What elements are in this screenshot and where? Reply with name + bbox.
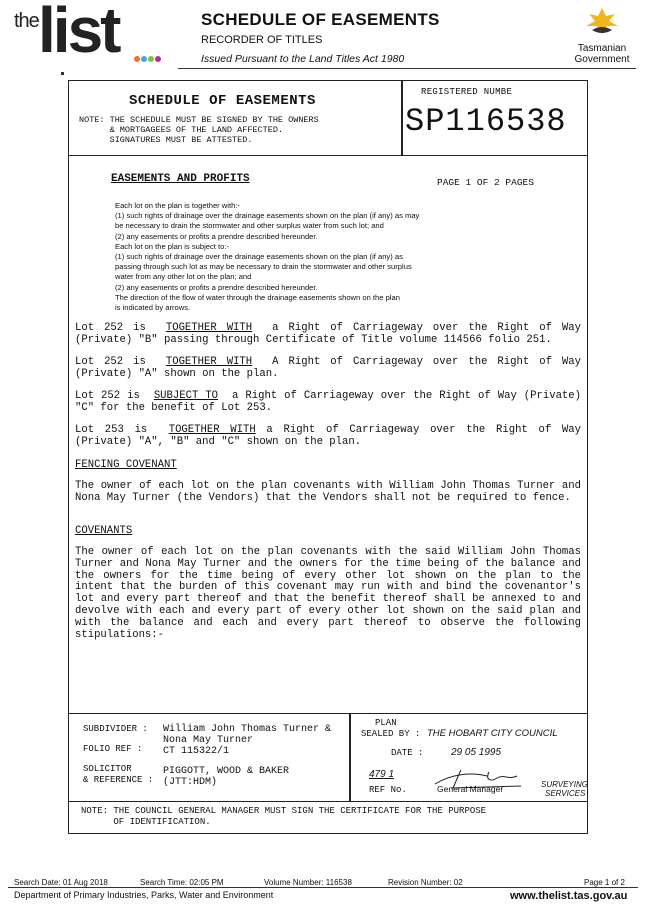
logo-dot xyxy=(134,56,140,62)
thelist-logo xyxy=(8,0,158,66)
gov-line1: Tasmanian xyxy=(577,43,627,54)
subdivider-block xyxy=(69,713,587,802)
clause-keyword: SUBJECT TO xyxy=(153,390,219,402)
drainage-line: water from any other lot on the plan; and xyxy=(115,272,252,282)
gov-line2: Government xyxy=(574,54,630,65)
date-value: 29 05 1995 xyxy=(451,747,502,758)
government-crest-icon xyxy=(582,6,622,38)
solicitor-label: & REFERENCE : xyxy=(83,775,154,785)
clause-text: a Right of Carriageway over the Right of Way (Private) "B" passing through Certificate of Title volume 114566 folio 251. xyxy=(75,322,588,346)
council-note-line: OF IDENTIFICATION. xyxy=(81,817,211,827)
solicitor-value: PIGGOTT, WOOD & BAKER xyxy=(163,766,290,777)
page-indicator: PAGE 1 OF 2 PAGES xyxy=(437,177,534,188)
header-divider xyxy=(178,68,636,69)
plan-label: PLAN xyxy=(375,718,397,728)
note-line: SIGNATURES MUST BE ATTESTED. xyxy=(79,135,253,145)
drainage-line: The direction of the flow of water through the drainage easements shown on the plan xyxy=(115,292,400,302)
folio-value: CT 115322/1 xyxy=(163,746,230,757)
surveying-label: SURVEYING xyxy=(541,780,588,789)
drainage-line: (2) any easements or profits a prendre described hereunder. xyxy=(115,282,318,292)
logo-dot xyxy=(148,56,154,62)
clause-keyword: TOGETHER WITH xyxy=(168,424,256,436)
folio-label: FOLIO REF : xyxy=(83,744,143,754)
logo-dot xyxy=(141,56,147,62)
search-time: Search Time: 02:05 PM xyxy=(140,878,224,887)
clause-pre: Lot 252 is xyxy=(75,356,166,368)
clause-keyword: TOGETHER WITH xyxy=(165,322,253,334)
subdivider-divider xyxy=(349,714,351,802)
registered-number-label: REGISTERED NUMBE xyxy=(421,87,513,97)
council-note xyxy=(69,801,587,834)
title-block-divider xyxy=(401,81,403,155)
drainage-line: (1) such rights of drainage over the drainage easements shown on the plan (if any) as may xyxy=(115,211,420,221)
website-link[interactable]: www.thelist.tas.gov.au xyxy=(510,890,628,902)
surveying-label: SERVICES xyxy=(545,789,586,798)
clause-2 xyxy=(75,356,588,381)
clause-pre: Lot 252 is xyxy=(75,390,154,402)
section-title: EASEMENTS AND PROFITS xyxy=(111,173,250,185)
search-date: Search Date: 01 Aug 2018 xyxy=(14,878,108,887)
drainage-line: (2) any easements or profits a prendre described hereunder. xyxy=(115,231,318,241)
logo-big-text: list xyxy=(38,0,119,66)
page-number: Page 1 of 2 xyxy=(584,878,625,887)
drainage-line: passing through such lot as may be necessary to drain the stormwater and other surplus xyxy=(115,262,412,272)
clause-text: a Right of Carriageway over the Right of Way (Private) "C" for the benefit of Lot 253. xyxy=(75,390,588,414)
header-act: Issued Pursuant to the Land Titles Act 1980 xyxy=(201,53,405,65)
drainage-line: Each lot on the plan is together with:- xyxy=(115,201,240,210)
signature-note xyxy=(79,115,399,145)
header-subtitle: RECORDER OF TITLES xyxy=(201,34,323,46)
department-name: Department of Primary Industries, Parks, Water and Environment xyxy=(14,890,274,900)
council-note-line: NOTE: THE COUNCIL GENERAL MANAGER MUST SIGN THE CERTIFICATE FOR THE PURPOSE xyxy=(81,806,487,816)
fencing-title: FENCING COVENANT xyxy=(75,459,177,471)
clause-3 xyxy=(75,390,588,415)
clause-text: A Right of Carriageway over the Right of Way (Private) "A" shown on the plan. xyxy=(75,356,588,380)
solicitor-label: SOLICITOR xyxy=(83,764,132,774)
revision-number: Revision Number: 02 xyxy=(388,878,463,887)
volume-number: Volume Number: 116538 xyxy=(264,878,352,887)
clause-1 xyxy=(75,322,588,347)
note-line: & MORTGAGEES OF THE LAND AFFECTED. xyxy=(79,125,284,135)
fencing-text: The owner of each lot on the plan covenants with William John Thomas Turner and Nona May Turner (the Vendors) that the Vendors shall not be required to fence. xyxy=(75,480,581,504)
drainage-line: (1) such rights of drainage over the drainage easements shown on the plan (if any) as xyxy=(115,252,403,262)
clause-pre: Lot 253 is xyxy=(75,424,169,436)
registered-number: SP116538 xyxy=(405,103,567,140)
schedule-document xyxy=(68,80,588,834)
logo-small-text: the xyxy=(14,10,39,32)
ref-label: REF No. xyxy=(369,785,407,795)
clause-keyword: TOGETHER WITH xyxy=(165,356,253,368)
clause-4 xyxy=(75,424,588,449)
covenants-title: COVENANTS xyxy=(75,525,133,537)
gm-label: General Manager xyxy=(437,784,504,794)
subdivider-value: William John Thomas Turner & xyxy=(163,724,332,735)
footer-divider xyxy=(8,887,638,888)
subdivider-value: Nona May Turner xyxy=(163,735,254,746)
drainage-text xyxy=(115,201,575,313)
logo-dot xyxy=(155,56,161,62)
date-label: DATE : xyxy=(391,748,424,758)
drainage-line: be necessary to drain the stormwater and other surplus water from such lot; and xyxy=(115,221,384,231)
clause-pre: Lot 252 is xyxy=(75,322,166,334)
tasmanian-government-logo xyxy=(566,6,638,66)
logo-dots xyxy=(134,56,161,62)
subdivider-label: SUBDIVIDER : xyxy=(83,724,148,734)
header-title: SCHEDULE OF EASEMENTS xyxy=(201,10,440,29)
solicitor-value: (JTT:HDM) xyxy=(163,777,218,788)
drainage-line: Each lot on the plan is subject to:- xyxy=(115,241,229,251)
drainage-line: is indicated by arrows. xyxy=(115,303,191,313)
doc-title: SCHEDULE OF EASEMENTS xyxy=(129,93,316,109)
ref-value: 479 1 xyxy=(369,769,395,780)
covenants-text: The owner of each lot on the plan covenants with the said William John Thomas Turner and Nona May Turner and the owners for the time being of the balance and the owners for the time being of every other lot shown on the plan to the intent that the burden of this covenant may run with and bind the covenantor's lot and every part thereof and that the benefit thereof shall be annexed to and devolve with each and every part of every other lot shown on the said plan and with the balance and each and every part thereof to observe the following stipulations:- xyxy=(75,546,581,641)
clause-text: a Right of Carriageway over the Right of Way (Private) "A", "B" and "C" shown on the plan. xyxy=(75,424,588,448)
note-line: NOTE: THE SCHEDULE MUST BE SIGNED BY THE OWNERS xyxy=(79,115,319,125)
sealed-value: THE HOBART CITY COUNCIL xyxy=(427,728,558,739)
sealed-label: SEALED BY : xyxy=(361,729,421,739)
header-mark xyxy=(61,72,64,75)
